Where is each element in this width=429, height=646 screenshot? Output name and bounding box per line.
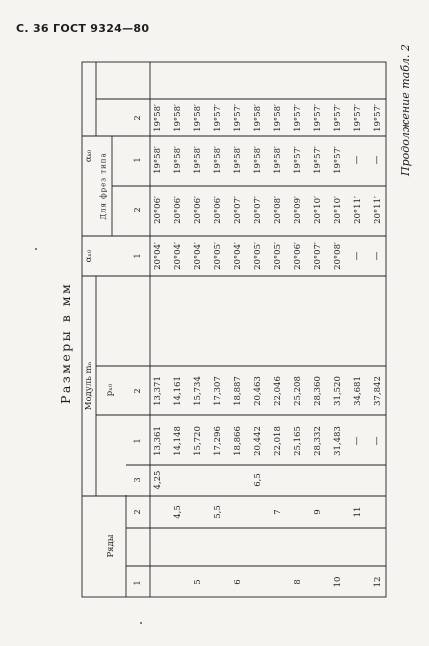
ak0-1-cell: 20°05′ (272, 242, 283, 270)
px0-2-cell: 28,360 (312, 376, 323, 406)
ryad-1-cell: 5 (192, 579, 203, 585)
ax0-1-cell: 19°58′ (232, 146, 243, 174)
px0-1-cell: 31,483 (332, 426, 343, 456)
ax0-2-cell: 19°58′ (152, 104, 163, 132)
px0-1-cell: 17,296 (212, 426, 223, 456)
ak0-header: αₖ₀ (83, 149, 94, 163)
ryad-1-cell: 8 (292, 579, 303, 585)
ak0-2-cell: 20°08′ (272, 196, 283, 224)
ax0-type-2-header: 2 (133, 115, 142, 121)
ak0-1-cell: 20°04′ (232, 242, 243, 270)
ak0-type-2-header: 2 (133, 207, 142, 213)
ryad-1-cell: 12 (372, 576, 383, 588)
modul-header: Модуль mₙ (83, 361, 94, 411)
px0-1-cell: 14,148 (172, 426, 183, 456)
px0-2-cell: 13,371 (152, 376, 163, 406)
page-header: С. 36 ГОСТ 9324—80 (16, 22, 150, 35)
ak0-1-cell: 20°07′ (312, 242, 323, 270)
table-title: Размеры в мм (58, 281, 73, 404)
ak0-1-cell: 20°04′ (172, 242, 183, 270)
ryad-1-cell: 6 (232, 579, 243, 585)
px0-1-cell: 25,165 (292, 426, 303, 456)
ax0-1-cell: 19°57′ (312, 146, 323, 174)
ak0-2-cell: 20°10′ (332, 196, 343, 224)
ax0-1-cell: 19°58′ (172, 146, 183, 174)
ryad-2-cell: 9 (312, 509, 323, 515)
ak0-1-cell: — (352, 251, 363, 261)
px0-1-cell: 28,332 (312, 426, 323, 456)
ak0-2-cell: 20°10′ (312, 196, 323, 224)
ax0-2-cell: 19°57′ (212, 104, 223, 132)
ryad-2-header: 2 (133, 509, 142, 515)
ak0-2-cell: 20°06′ (152, 196, 163, 224)
ryad-3-header: 3 (133, 477, 142, 483)
ak0-1-cell: 20°04′ (192, 242, 203, 270)
ak0-1-cell: 20°08′ (332, 242, 343, 270)
ak0-1-cell: — (372, 251, 383, 261)
ax0-2-cell: 19°58′ (192, 104, 203, 132)
ax0-2-cell: 19°57′ (292, 104, 303, 132)
ryad-2-cell: 4,5 (172, 505, 183, 519)
ax0-2-cell: 19°57′ (352, 104, 363, 132)
ak0-2-cell: 20°06′ (192, 196, 203, 224)
scan-speck (35, 248, 37, 250)
ryad-2-cell: 11 (352, 506, 363, 518)
ak0-2-cell: 20°11′ (372, 196, 383, 224)
ryad-3-cell: 6,5 (252, 473, 263, 487)
frez-type-header: Для фрез типа (99, 152, 108, 220)
ax0-1-cell: 19°57′ (332, 146, 343, 174)
ax0-1-cell: 19°58′ (252, 146, 263, 174)
px0-col-2-header: 2 (133, 388, 142, 394)
px0-1-cell: 20,442 (252, 426, 263, 456)
ax0-1-cell: 19°58′ (212, 146, 223, 174)
px0-2-cell: 15,734 (192, 376, 203, 406)
ax0-2-cell: 19°57′ (312, 104, 323, 132)
continuation-label: Продолжение табл. 2 (399, 44, 412, 176)
px0-1-cell: 18,866 (232, 426, 243, 456)
ryad-3-cell: 4,25 (152, 470, 163, 490)
ryad-2-cell: 5,5 (212, 505, 223, 519)
ak0-1-cell: 20°05′ (212, 242, 223, 270)
px0-2-cell: 14,161 (172, 376, 183, 406)
px0-2-cell: 34,681 (352, 376, 363, 406)
ak0-2-cell: 20°06′ (212, 196, 223, 224)
table-frame (82, 62, 386, 597)
ak0-2-cell: 20°09′ (292, 196, 303, 224)
ak0-type-1-header: 1 (133, 253, 142, 259)
ax0-2-cell: 19°58′ (172, 104, 183, 132)
ax0-1-cell: 19°58′ (152, 146, 163, 174)
px0-1-cell: — (372, 436, 383, 446)
px0-2-cell: 25,208 (292, 376, 303, 406)
scan-speck (140, 622, 142, 624)
px0-1-cell: — (352, 436, 363, 446)
px0-2-cell: 20,463 (252, 376, 263, 406)
ax0-1-cell: 19°58′ (272, 146, 283, 174)
ryady-header: Ряды (105, 534, 116, 558)
ak0-2-cell: 20°06′ (172, 196, 183, 224)
px0-1-cell: 15,720 (192, 426, 203, 456)
ax0-1-cell: 19°57′ (292, 146, 303, 174)
ryad-1-header: 1 (133, 580, 142, 586)
ax0-2-cell: 19°58′ (252, 104, 263, 132)
ak0-1-cell: 20°05′ (252, 242, 263, 270)
px0-2-cell: 17,307 (212, 376, 223, 406)
ak0-2-cell: 20°07′ (232, 196, 243, 224)
ax0-2-cell: 19°57′ (332, 104, 343, 132)
ryad-2-cell: 7 (272, 509, 283, 515)
px0-2-cell: 18,887 (232, 376, 243, 406)
px0-header: pₓ₀ (104, 383, 115, 397)
px0-1-cell: 22,018 (272, 426, 283, 456)
ax0-1-cell: 19°58′ (192, 146, 203, 174)
px0-2-cell: 37,842 (372, 376, 383, 406)
ak0-2-cell: 20°07′ (252, 196, 263, 224)
ax0-1-cell: — (352, 155, 363, 165)
ax0-type-1-header: 1 (133, 157, 142, 163)
ax0-2-cell: 19°57′ (232, 104, 243, 132)
px0-2-cell: 31,520 (332, 376, 343, 406)
px0-1-cell: 13,361 (152, 426, 163, 456)
ak0-1-cell: 20°04′ (152, 242, 163, 270)
px0-2-cell: 22,046 (272, 376, 283, 406)
ak0-2-cell: 20°11′ (352, 196, 363, 224)
ax0-1-cell: — (372, 155, 383, 165)
ax0-2-cell: 19°57′ (372, 104, 383, 132)
ryad-1-cell: 10 (332, 576, 343, 588)
ak0-1-cell: 20°06′ (292, 242, 303, 270)
ax0-header: αₓ₀ (83, 249, 94, 263)
ax0-2-cell: 19°58′ (272, 104, 283, 132)
px0-col-1-header: 1 (133, 438, 142, 444)
